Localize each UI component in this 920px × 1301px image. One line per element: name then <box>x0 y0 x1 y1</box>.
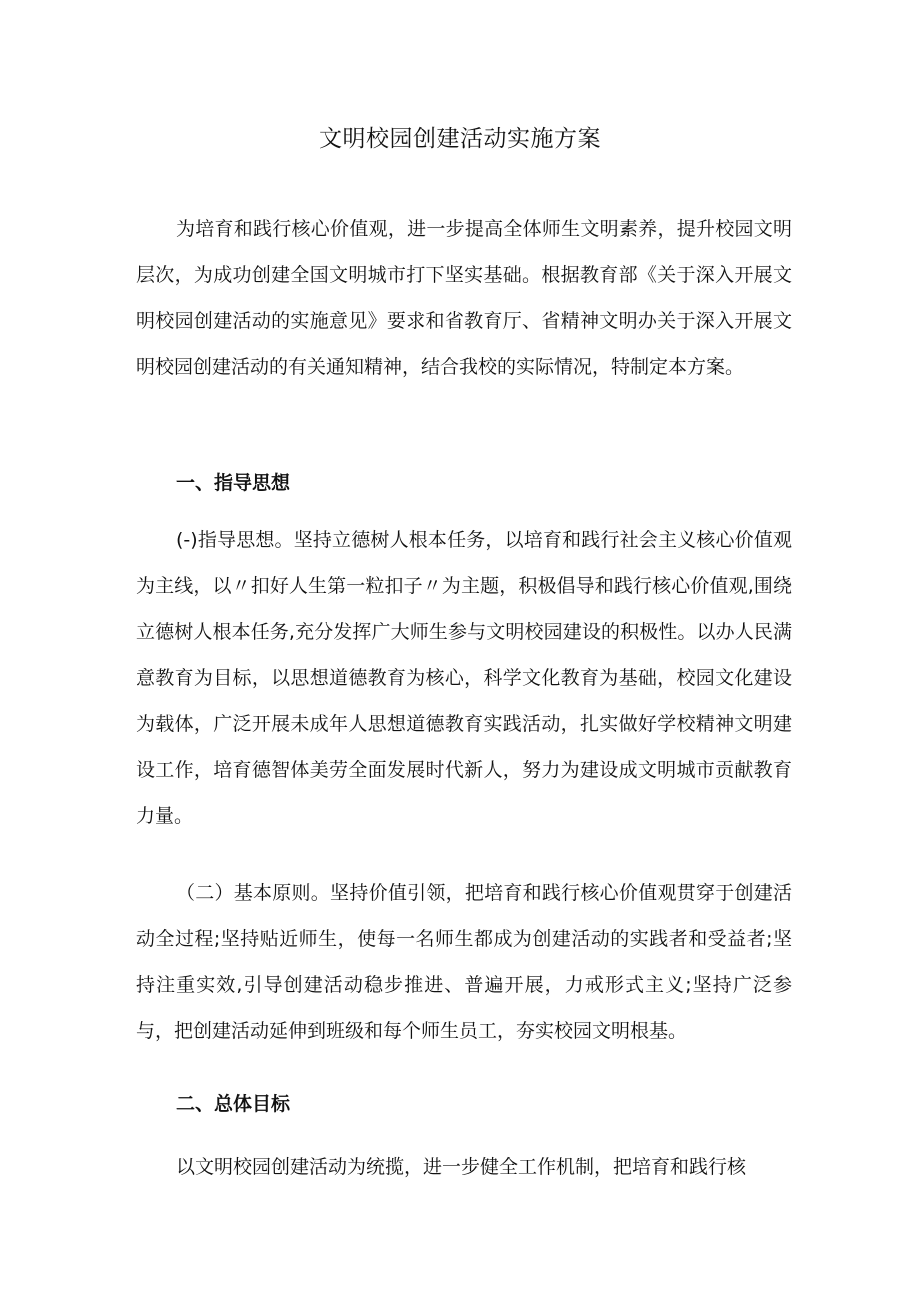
intro-paragraph: 为培育和践行核心价值观，进一步提高全体师生文明素养，提升校园文明层次，为成功创建全国文明城市打下坚实基础。根据教育部《关于深入开展文明校园创建活动的实施意见》要求和省教育厅、省精神文明办关于深入开展文明校园创建活动的有关通知精神，结合我校的实际情况，特制定本方案。 <box>136 218 792 378</box>
overall-goal-paragraph: 以文明校园创建活动为统揽，进一步健全工作机制，把培育和践行核 <box>176 1156 747 1178</box>
guiding-ideology-paragraph: (-)指导思想。坚持立德树人根本任务，以培育和践行社会主义核心价值观为主线，以〃扣好人生第一粒扣子〃为主题，积极倡导和践行核心价值观,围绕立德树人根本任务,充分发挥广大师生参与文明校园建设的积极性。以办人民满意教育为目标，以思想道德教育为核心，科学文化教育为基础，校园文化建设为载体，广泛开展未成年人思想道德教育实践活动，扎实做好学校精神文明建设工作，培育德智体美劳全面发展时代新人，努力为建设成文明城市贡献教育力量。 <box>136 529 792 827</box>
section-heading-guiding-ideology: 一、指导思想 <box>176 472 291 494</box>
section-heading-overall-goal: 二、总体目标 <box>176 1093 291 1115</box>
document-title: 文明校园创建活动实施方案 <box>319 126 601 152</box>
basic-principles-paragraph: （二）基本原则。坚持价值引领，把培育和践行核心价值观贯穿于创建活动全过程;坚持贴近师生，使每一名师生都成为创建活动的实践者和受益者;坚持注重实效,引导创建活动稳步推进、普遍开展，力戒形式主义;坚持广泛参与，把创建活动延伸到班级和每个师生员工，夯实校园文明根基。 <box>136 882 792 1042</box>
